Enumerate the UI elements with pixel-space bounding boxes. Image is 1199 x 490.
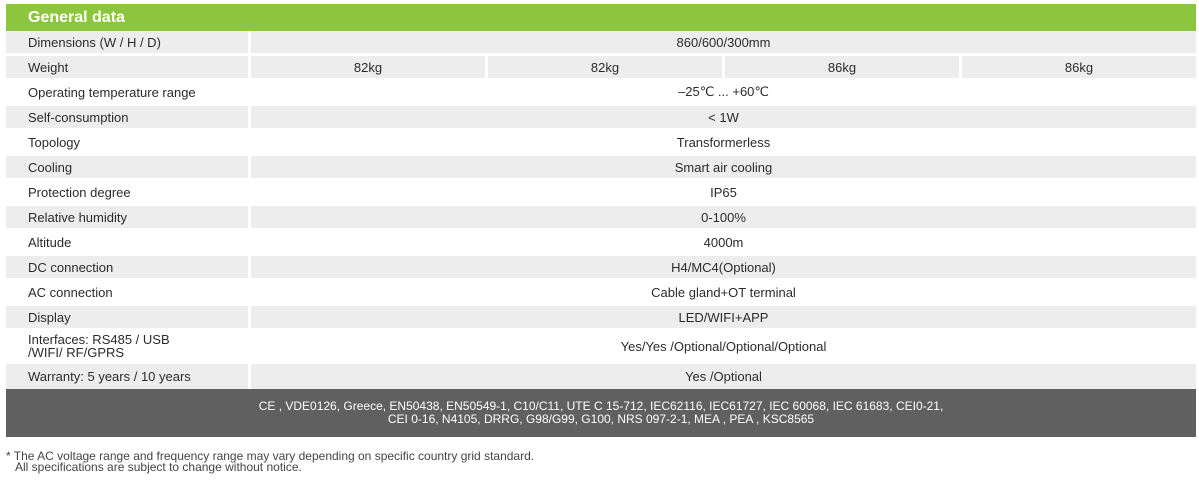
row-value: Cable gland+OT terminal <box>651 284 796 300</box>
table-row <box>6 306 1196 331</box>
row-value: LED/WIFI+APP <box>251 306 1196 328</box>
certifications-band <box>6 389 1196 437</box>
row-value: 86kg <box>962 56 1196 78</box>
row-value: Yes /Optional <box>251 364 1196 389</box>
section-header: General data <box>6 4 1196 31</box>
row-value: 86kg <box>725 56 959 78</box>
row-label: Operating temperature range <box>28 84 196 100</box>
row-value: Smart air cooling <box>251 156 1196 178</box>
row-value: H4/MC4(Optional) <box>251 256 1196 278</box>
row-label <box>6 331 248 361</box>
table-row <box>6 231 1196 256</box>
footnote-line: All specifications are subject to change without notice. <box>15 460 302 474</box>
row-value: IP65 <box>710 184 737 200</box>
row-value: 0-100% <box>251 206 1196 228</box>
footnote-line: * The AC voltage range and frequency range may vary depending on specific country grid standard. <box>6 449 535 463</box>
row-value: < 1W <box>251 106 1196 128</box>
table-row <box>6 106 1196 131</box>
row-label: Display <box>6 306 248 328</box>
table-row <box>6 81 1196 106</box>
table-row <box>6 206 1196 231</box>
row-label-line: /WIFI/ RF/GPRS <box>28 345 125 360</box>
footnotes <box>4 451 534 473</box>
row-value: 82kg <box>251 56 485 78</box>
row-value: –25℃ ... +60℃ <box>678 84 769 99</box>
row-value: 860/600/300mm <box>251 31 1196 53</box>
row-label: Cooling <box>6 156 248 178</box>
general-data-table <box>6 4 1196 437</box>
row-label: Altitude <box>28 234 72 250</box>
row-label: Self-consumption <box>6 106 248 128</box>
row-label: Weight <box>6 56 248 78</box>
row-value: 82kg <box>488 56 722 78</box>
certifications-line: CE , VDE0126, Greece, EN50438, EN50549-1, C10/C11, UTE C 15-712, IEC62116, IEC61727, IEC 60068, IEC 61683, CEI0-21, <box>258 399 944 413</box>
table-row <box>6 331 1196 364</box>
row-value: 4000m <box>703 234 744 250</box>
row-value: Transformerless <box>676 134 771 150</box>
table-row <box>6 281 1196 306</box>
table-row <box>6 364 1196 389</box>
table-row <box>6 181 1196 206</box>
row-label: Dimensions (W / H / D) <box>6 31 248 53</box>
row-label: Relative humidity <box>6 206 248 228</box>
table-row <box>6 56 1196 81</box>
row-label: Protection degree <box>28 184 131 200</box>
table-row <box>6 256 1196 281</box>
row-label: Warranty: 5 years / 10 years <box>6 364 248 389</box>
table-row <box>6 131 1196 156</box>
row-label: Topology <box>28 134 81 150</box>
row-label-line: Interfaces: RS485 / USB <box>28 332 170 347</box>
row-label: DC connection <box>6 256 248 278</box>
row-value: Yes/Yes /Optional/Optional/Optional <box>620 338 827 354</box>
table-row <box>6 31 1196 56</box>
certifications-line: CEI 0-16, N4105, DRRG, G98/G99, G100, NRS 097-2-1, MEA , PEA , KSC8565 <box>387 412 815 426</box>
table-row <box>6 156 1196 181</box>
row-label: AC connection <box>28 284 113 300</box>
